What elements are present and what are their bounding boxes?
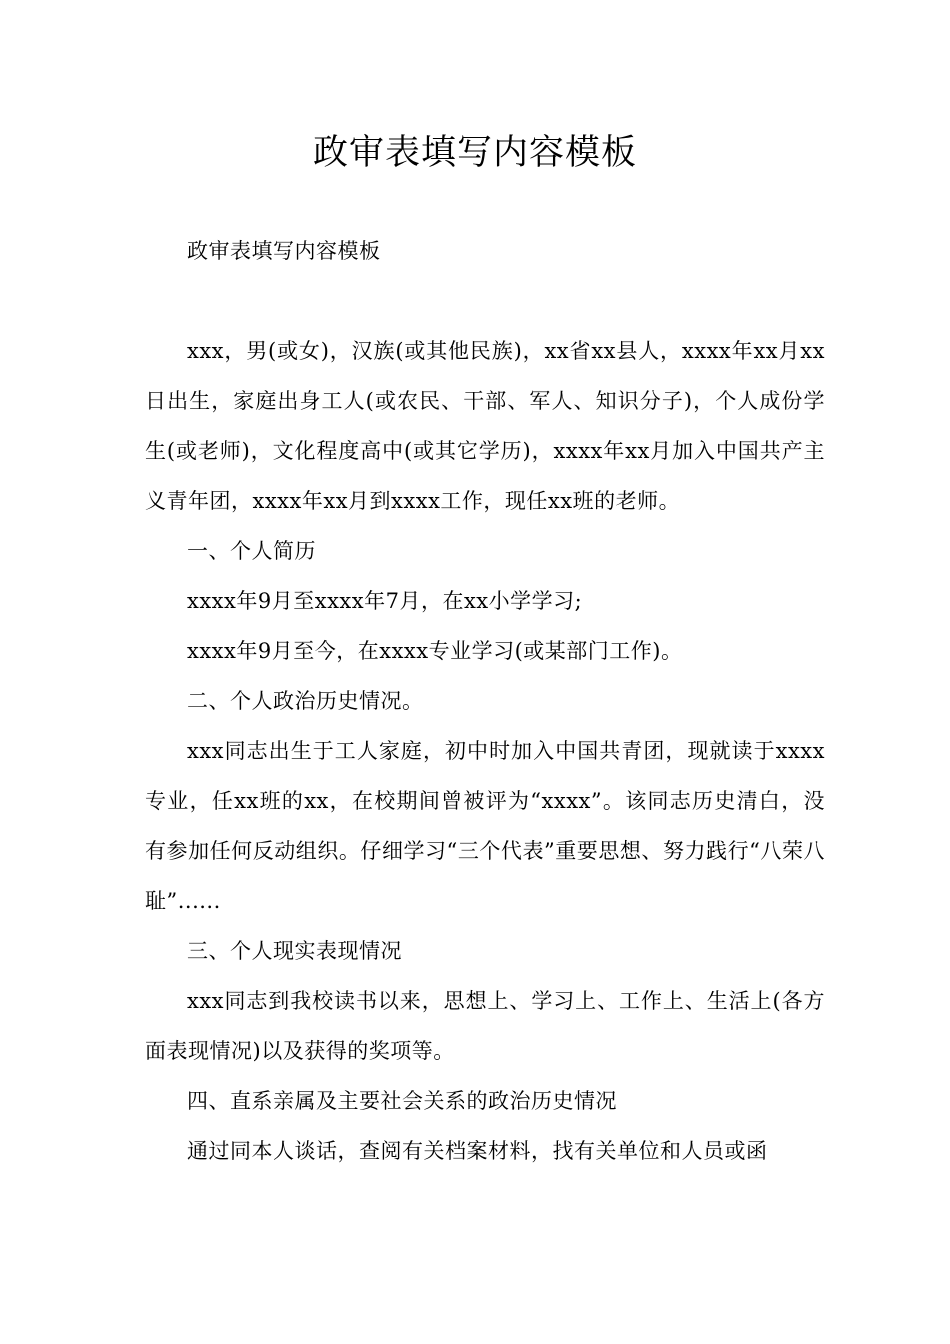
intro-paragraph: xxx，男(或女)，汉族(或其他民族)，xx省xx县人，xxxx年xx月xx日出生，家庭出身工人(或农民、干部、军人、知识分子)，个人成份学生(或老师)，文化程度高中(或其它学历)，xxxx年xx月加入中国共产主义青年团，xxxx年xx月到xxxx工作，现任xx班的老师。 bbox=[145, 339, 825, 513]
political-history-paragraph: xxx同志出生于工人家庭，初中时加入中国共青团，现就读于xxxx专业，任xx班的xx，在校期间曾被评为“xxxx”。该同志历史清白，没有参加任何反动组织。仔细学习“三个代表”重要思想、努力践行“八荣八耻”...... bbox=[145, 739, 825, 913]
section-heading-relatives: 四、直系亲属及主要社会关系的政治历史情况 bbox=[187, 1089, 617, 1113]
document-body bbox=[145, 226, 825, 1176]
document-title: 政审表填写内容模板 bbox=[312, 133, 637, 173]
resume-item: xxxx年9月至今，在xxxx专业学习(或某部门工作)。 bbox=[187, 639, 683, 663]
resume-item: xxxx年9月至xxxx年7月，在xx小学学习; bbox=[187, 589, 583, 613]
section-heading-political-history: 二、个人政治历史情况。 bbox=[187, 689, 424, 713]
current-performance-paragraph: xxx同志到我校读书以来，思想上、学习上、工作上、生活上(各方面表现情况)以及获得的奖项等。 bbox=[145, 989, 825, 1063]
relatives-paragraph: 通过同本人谈话，查阅有关档案材料，找有关单位和人员或函 bbox=[187, 1139, 768, 1163]
section-heading-resume: 一、个人简历 bbox=[187, 539, 316, 563]
subtitle-paragraph: 政审表填写内容模板 bbox=[187, 239, 381, 263]
section-heading-current-performance: 三、个人现实表现情况 bbox=[187, 939, 402, 963]
